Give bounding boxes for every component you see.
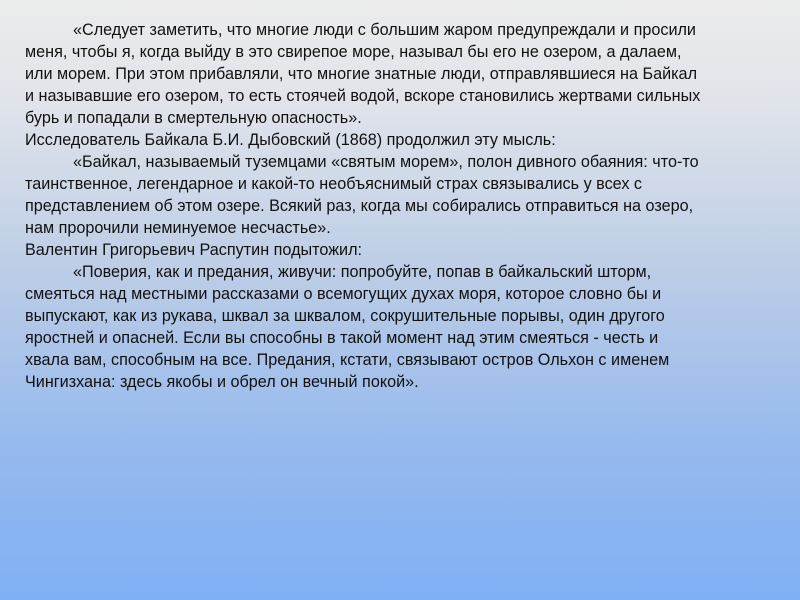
paragraph-2 [25,129,775,151]
text-line: Чингизхана: здесь якобы и обрел он вечный покой». [25,373,419,391]
paragraph-1 [25,19,775,129]
text-line: смеяться над местными рассказами о всемогущих духах моря, которое словно бы и [25,285,662,303]
text-line: яростней и опасней. Если вы способны в такой момент над этим смеяться - честь и [25,329,659,347]
paragraph-5 [25,261,775,393]
quote-text-block [25,19,775,393]
text-line: выпускают, как из рукава, шквал за шквалом, сокрушительные порывы, один другого [25,307,665,325]
paragraph-4 [25,239,775,261]
text-line: представлением об этом озере. Всякий раз, когда мы собирались отправиться на озеро, [25,197,694,215]
paragraph-3 [25,151,775,239]
text-line: бурь и попадали в смертельную опасность». [25,109,362,127]
text-line: «Поверия, как и предания, живучи: попробуйте, попав в байкальский шторм, [73,263,652,281]
text-line: «Следует заметить, что многие люди с большим жаром предупреждали и просили [73,21,696,39]
text-line: «Байкал, называемый туземцами «святым морем», полон дивного обаяния: что-то [73,153,699,171]
text-line: нам пророчили неминуемое несчастье». [25,219,331,237]
text-line: или морем. При этом прибавляли, что многие знатные люди, отправлявшиеся на Байкал [25,65,698,83]
text-line: Исследователь Байкала Б.И. Дыбовский (1868) продолжил эту мысль: [25,131,556,149]
text-line: и называвшие его озером, то есть стоячей водой, вскоре становились жертвами сильных [25,87,701,105]
text-line: таинственное, легендарное и какой-то необъяснимый страх связывались у всех с [25,175,643,193]
text-line: Валентин Григорьевич Распутин подытожил: [25,241,363,259]
text-line: хвала вам, способным на все. Предания, кстати, связывают остров Ольхон с именем [25,351,670,369]
text-line: меня, чтобы я, когда выйду в это свирепое море, называл бы его не озером, а далаем, [25,43,682,61]
